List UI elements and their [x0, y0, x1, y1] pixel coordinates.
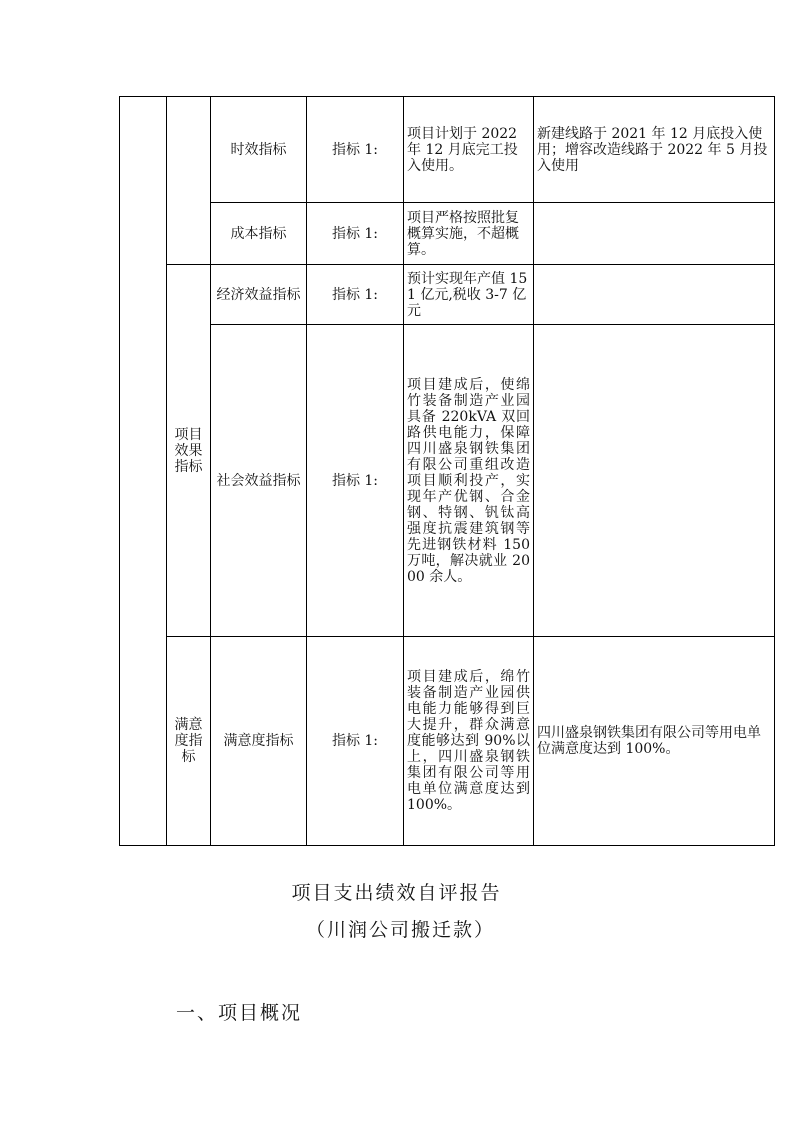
report-title: 项目支出绩效自评报告 [291, 882, 502, 904]
timeliness-indicator-cell: 指标 1: [307, 97, 404, 203]
output-indicator-cell [167, 97, 211, 265]
social-category-cell: 社会效益指标 [211, 325, 307, 637]
satisfaction-actual-cell: 四川盛泉钢铁集团有限公司等用电单位满意度达到 100%。 [534, 637, 775, 846]
timeliness-category-cell: 时效指标 [211, 97, 307, 203]
economic-actual-cell [534, 265, 775, 325]
cost-target-cell: 项目严格按照批复概算实施，不超概算。 [404, 203, 534, 265]
table-row [120, 325, 775, 637]
effect-group-cell: 项目效果指标 [167, 265, 211, 637]
cost-category-cell: 成本指标 [211, 203, 307, 265]
table-row [120, 203, 775, 265]
cost-indicator-cell: 指标 1: [307, 203, 404, 265]
economic-target-cell: 预计实现年产值 151 亿元,税收 3-7 亿元 [404, 265, 534, 325]
satisfaction-target-cell: 项目建成后，绵竹装备制造产业园供电能力能够得到巨大提升，群众满意度能够达到 90%以上，四川盛泉钢铁集团有限公司等用电单位满意度达到 100%。 [404, 637, 534, 846]
section-heading: 一、项目概况 [176, 1002, 303, 1024]
social-indicator-cell: 指标 1: [307, 325, 404, 637]
satisfaction-group-cell: 满意度指标 [167, 637, 211, 846]
economic-indicator-cell: 指标 1: [307, 265, 404, 325]
economic-category-cell: 经济效益指标 [211, 265, 307, 325]
performance-indicator-table [119, 96, 775, 846]
table-row [120, 97, 775, 203]
cost-actual-cell [534, 203, 775, 265]
first-level-indicator-cell [120, 97, 167, 846]
social-actual-cell [534, 325, 775, 637]
timeliness-target-cell: 项目计划于 2022 年 12 月底完工投入使用。 [404, 97, 534, 203]
social-target-cell: 项目建成后，使绵竹装备制造产业园具备 220kVA 双回路供电能力，保障四川盛泉钢铁集团有限公司重组改造项目顺利投产，实现年产优钢、合金钢、特钢、钒钛高强度抗震建筑钢等先进钢铁材料 150 万吨，解决就业 2000 余人。 [404, 325, 534, 637]
report-subtitle: （川润公司搬迁款） [306, 919, 496, 941]
satisfaction-indicator-cell: 指标 1: [307, 637, 404, 846]
satisfaction-category-cell: 满意度指标 [211, 637, 307, 846]
table-row [120, 265, 775, 325]
table-row [120, 637, 775, 846]
timeliness-actual-cell: 新建线路于 2021 年 12 月底投入使用；增容改造线路于 2022 年 5 月投入使用 [534, 97, 775, 203]
